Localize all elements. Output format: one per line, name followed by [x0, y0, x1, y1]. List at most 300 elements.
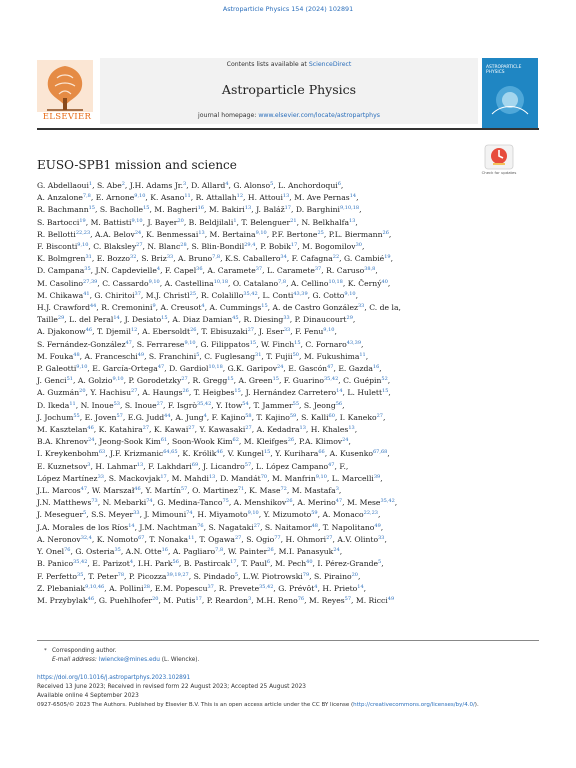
affiliation-link[interactable]: 5: [196, 351, 200, 358]
affiliation-link[interactable]: 59: [311, 510, 318, 517]
affiliation-link[interactable]: 60: [328, 412, 335, 419]
affiliation-link[interactable]: 14: [336, 388, 343, 395]
affiliation-link[interactable]: 62: [232, 437, 239, 444]
author-name: F. Capel: [164, 266, 197, 276]
author-line: B. Panico$^{35,42}$, E. Parizot$^4$, I.H. Park$^{56}$, B. Pastircak$^{17}$, T. Paul$^6$, M. Pech$^{40}$, I. Pérez-Grande$^5$,: [37, 559, 384, 569]
journal-cover[interactable]: [482, 58, 538, 128]
affiliation-link[interactable]: 35,42: [73, 559, 88, 566]
author-name: D. Campana: [37, 266, 85, 276]
sciencedirect-link[interactable]: ScienceDirect: [308, 61, 352, 68]
author-name: H.J. Crawford: [37, 303, 90, 313]
affiliation-link[interactable]: 5: [378, 559, 382, 566]
affiliation-link[interactable]: 26: [182, 388, 189, 395]
author-name: Y. Martín: [145, 486, 181, 496]
affiliation-link[interactable]: 34: [280, 254, 287, 261]
affiliation-link[interactable]: 48: [73, 351, 80, 358]
affiliation-link[interactable]: 7,8: [212, 254, 221, 261]
affiliation-link[interactable]: 27: [253, 522, 261, 529]
affiliation-link[interactable]: 19: [384, 254, 391, 261]
affiliation-link[interactable]: 46: [134, 486, 141, 493]
affiliation-link[interactable]: 3: [335, 486, 339, 493]
affiliation-link[interactable]: 9: [152, 303, 156, 310]
affiliation-link[interactable]: 37: [314, 266, 322, 273]
affiliation-link[interactable]: 19: [79, 217, 86, 224]
affiliation-link[interactable]: 11: [69, 400, 76, 407]
affiliation-link[interactable]: 5: [83, 510, 87, 517]
affiliation-link[interactable]: 9,10: [184, 339, 196, 346]
affiliation-link[interactable]: 55: [73, 412, 80, 419]
affiliation-link[interactable]: 44: [164, 412, 171, 419]
affiliation-link[interactable]: 15: [234, 388, 241, 395]
affiliation-link[interactable]: 54: [242, 400, 249, 407]
author-name: A. Creusot: [160, 303, 202, 313]
affiliation-link[interactable]: 51: [66, 376, 73, 383]
author-name: R. Bellotti: [37, 229, 76, 239]
affiliation-link[interactable]: 11: [188, 534, 195, 541]
author-name: A. Merino: [297, 498, 336, 508]
author-line: H.J. Crawford$^{44}$, R. Cremonini$^9$, A. Creusot$^4$, A. Cummings$^{15}$, A. de Castro González$^{33}$, C. de la,: [37, 303, 401, 313]
author-name: A. Bruno: [178, 254, 213, 264]
affiliation-link[interactable]: 46: [87, 425, 94, 432]
affiliation-link[interactable]: 57: [344, 595, 352, 602]
affiliation-link[interactable]: 17: [290, 242, 298, 249]
affiliation-link[interactable]: 16: [197, 205, 204, 212]
affiliation-link[interactable]: 40: [306, 559, 313, 566]
affiliation-link[interactable]: 10,18: [328, 278, 343, 285]
author-name: R. Cremonini: [101, 303, 153, 313]
author-name: A. Golzio: [77, 376, 113, 386]
affiliation-link[interactable]: 27: [188, 425, 195, 432]
affiliation-link[interactable]: 57: [244, 461, 252, 468]
doi-line: [37, 675, 190, 681]
affiliation-link[interactable]: 57: [180, 486, 188, 493]
affiliation-link[interactable]: 79: [302, 571, 310, 578]
affiliation-link[interactable]: 27,39: [83, 278, 98, 285]
author-name: L. del Peral: [69, 315, 114, 325]
affiliation-link[interactable]: 39,19,27: [166, 571, 189, 578]
affiliation-link[interactable]: 17: [284, 205, 291, 212]
author-name: M. Ave Pernas: [294, 193, 350, 203]
affiliation-link[interactable]: 76: [197, 522, 204, 529]
affiliation-link[interactable]: 78: [117, 571, 125, 578]
affiliation-link[interactable]: 20: [152, 595, 159, 602]
affiliation-link[interactable]: 9,10: [315, 473, 327, 480]
author-name: López Martínez: [37, 473, 98, 483]
affiliation-link[interactable]: 46: [85, 327, 93, 334]
paper-title: EUSO-SPB1 mission and science: [37, 158, 237, 172]
affiliation-link[interactable]: 33: [166, 254, 174, 261]
author-name: Y. Hachisu: [90, 388, 132, 398]
journal-reference[interactable]: Astroparticle Physics 154 (2024) 102891: [222, 5, 354, 13]
affiliation-link[interactable]: 13: [348, 425, 355, 432]
affiliation-link[interactable]: 76: [64, 547, 71, 554]
affiliation-link[interactable]: 71: [237, 486, 245, 493]
affiliation-link[interactable]: 10,18: [213, 278, 229, 285]
author-name: A. Kedadra: [256, 425, 300, 435]
affiliation-link[interactable]: 35,42: [380, 498, 395, 505]
affiliation-link[interactable]: 33: [358, 303, 365, 310]
affiliation-link[interactable]: 13: [244, 205, 252, 212]
affiliation-link[interactable]: 11: [359, 351, 366, 358]
affiliation-link[interactable]: 13: [299, 425, 306, 432]
affiliation-link[interactable]: 49: [374, 522, 381, 529]
affiliation-link[interactable]: 45: [232, 315, 239, 322]
affiliation-link[interactable]: 27: [136, 242, 143, 249]
author-name: I. Kreykenbohm: [37, 449, 99, 459]
author-name: A. Cellino: [290, 278, 329, 288]
affiliation-link[interactable]: 56: [172, 559, 179, 566]
affiliation-link[interactable]: 38,8: [364, 266, 376, 273]
author-line: López Martínez$^{33}$, S. Mackovjak$^{17}$, M. Mahdi$^{13}$, D. Mandát$^{70}$, M. Manfrin$^{9,10}$, L. Marcelli$^{39}$,: [37, 473, 383, 483]
affiliation-link[interactable]: 15: [88, 205, 95, 212]
affiliation-link[interactable]: 7,8: [278, 278, 287, 285]
affiliation-link[interactable]: 14: [128, 522, 135, 529]
affiliation-link[interactable]: 50: [292, 351, 299, 358]
email-link[interactable]: lwiencke@mines.edu: [98, 657, 160, 663]
affiliation-link[interactable]: 76: [297, 595, 305, 602]
author-name: G. Abdellaoui: [37, 181, 89, 190]
affiliation-link[interactable]: 49: [137, 351, 145, 358]
affiliation-link[interactable]: 25: [317, 229, 324, 236]
affiliation-link[interactable]: 15: [382, 388, 389, 395]
affiliation-link[interactable]: 4: [201, 303, 205, 310]
affiliation-link[interactable]: 32,4: [80, 534, 92, 541]
affiliation-link[interactable]: 49: [387, 595, 395, 602]
author-name: K. Katahira: [98, 425, 143, 435]
author-name: J.N. Matthews: [37, 498, 92, 508]
affiliation-link[interactable]: 47: [125, 339, 132, 346]
affiliation-link[interactable]: 16: [372, 364, 380, 371]
affiliation-link[interactable]: 15: [272, 376, 279, 383]
affiliation-link[interactable]: 63: [98, 449, 106, 456]
affiliation-link[interactable]: 25: [189, 290, 197, 297]
affiliation-link[interactable]: 20: [351, 571, 358, 578]
license-link[interactable]: http://creativecommons.org/licenses/by/4.0/: [353, 702, 475, 708]
affiliation-link[interactable]: 5: [234, 571, 239, 578]
author-line: A. Djakonow$^{46}$, T. Djemil$^{12}$, A. Ebersoldt$^{26}$, T. Ebisuzaki$^{27}$, J. Eser$^{33}$, F. Fenu$^{9,10}$,: [37, 327, 337, 337]
affiliation-link[interactable]: 36: [196, 266, 203, 273]
affiliation-link[interactable]: 30: [355, 242, 362, 249]
author-name: M. Manfrin: [271, 473, 316, 483]
author-name: G. Alonso: [233, 181, 271, 190]
author-name: Y. Onel: [37, 547, 65, 557]
affiliation-link[interactable]: 27: [142, 425, 150, 432]
author-name: C. Fuglesang: [204, 351, 256, 361]
affiliation-link[interactable]: 44: [89, 303, 97, 310]
affiliation-link[interactable]: 29,4: [244, 242, 256, 249]
affiliation-link[interactable]: 27: [131, 388, 138, 395]
affiliation-link[interactable]: 27: [376, 412, 383, 419]
affiliation-link[interactable]: 4: [156, 266, 161, 273]
affiliation-link[interactable]: 15: [249, 339, 257, 346]
affiliation-link[interactable]: 14: [349, 193, 357, 200]
author-line: D. Ikeda$^{11}$, N. Inoue$^{53}$, S. Inoue$^{27}$, F. Isgrò$^{35,42}$, Y. Itow$^{54}$, T. Jammer$^{55}$, S. Jeong$^{56}$,: [37, 400, 345, 410]
affiliation-link[interactable]: 37: [134, 290, 141, 297]
affiliation-link[interactable]: 59: [289, 412, 297, 419]
affiliation-link[interactable]: 47: [327, 364, 334, 371]
affiliation-link[interactable]: 9,10: [255, 229, 267, 236]
affiliation-link[interactable]: 13: [136, 461, 144, 468]
author-name: K. Królik: [182, 449, 217, 459]
affiliation-link[interactable]: 3: [183, 181, 187, 187]
affiliation-link[interactable]: 9,10: [112, 376, 124, 383]
contents-prefix: Contents lists available at: [226, 61, 309, 68]
author-name: T. Kajino: [256, 412, 290, 422]
affiliation-link[interactable]: 47: [335, 498, 343, 505]
author-name: A. Ebersoldt: [142, 327, 191, 337]
affiliation-link[interactable]: 27: [181, 376, 188, 383]
affiliation-link[interactable]: 15: [227, 376, 234, 383]
affiliation-link[interactable]: 55: [292, 400, 300, 407]
affiliation-link[interactable]: 1: [88, 181, 93, 187]
author-name: M. Ricci: [355, 595, 388, 605]
affiliation-link[interactable]: 26: [190, 327, 197, 334]
affiliation-link[interactable]: 1: [233, 217, 237, 224]
affiliation-link[interactable]: 66: [318, 449, 325, 456]
affiliation-link[interactable]: 4: [225, 181, 229, 187]
affiliation-link[interactable]: 35: [84, 266, 91, 273]
affiliation-link[interactable]: 75: [222, 498, 229, 505]
affiliation-link[interactable]: 22,23: [363, 510, 378, 517]
author-name: R. Bachmann: [37, 205, 89, 215]
affiliation-link[interactable]: 5: [270, 181, 274, 187]
email-label: E-mail address:: [52, 657, 99, 663]
author-name: L. López Campano: [256, 461, 329, 471]
corresponding-marker: *: [44, 648, 47, 654]
affiliation-link[interactable]: 35,42: [323, 376, 339, 383]
author-name: A. Cummings: [209, 303, 262, 313]
affiliation-link[interactable]: 9,10,46: [85, 583, 105, 590]
author-name: A. Kusenko: [329, 449, 373, 459]
affiliation-link[interactable]: 9,10: [77, 242, 89, 249]
affiliation-link[interactable]: 7,8: [215, 547, 224, 554]
affiliation-link[interactable]: 69: [191, 461, 199, 468]
affiliation-link[interactable]: 72: [280, 486, 287, 493]
affiliation-link[interactable]: 37: [207, 583, 214, 590]
affiliation-link[interactable]: 33: [133, 510, 140, 517]
affiliation-link[interactable]: 64,65: [163, 449, 178, 456]
author-name: M. Fukushima: [303, 351, 360, 361]
affiliation-link[interactable]: 9,10: [76, 364, 88, 371]
affiliation-link[interactable]: 32: [130, 254, 137, 261]
affiliation-link[interactable]: 27: [234, 534, 242, 541]
author-name: L.W. Piotrowski: [242, 571, 303, 581]
affiliation-link[interactable]: 9,10,18: [340, 205, 360, 212]
author-name: P. Bobik: [260, 242, 291, 252]
affiliation-link[interactable]: 6: [266, 559, 271, 566]
affiliation-link[interactable]: 4: [314, 583, 318, 590]
affiliation-link[interactable]: 53: [113, 400, 120, 407]
affiliation-link[interactable]: 26: [382, 229, 389, 236]
affiliation-link[interactable]: 77: [274, 534, 281, 541]
affiliation-link[interactable]: 22: [332, 254, 340, 261]
author-name: C. de la: [369, 303, 399, 313]
affiliation-link[interactable]: 15: [161, 315, 168, 322]
affiliation-link[interactable]: 27: [245, 425, 252, 432]
author-name: P. Dinaucourt: [294, 315, 347, 325]
affiliation-link[interactable]: 9,10: [247, 510, 259, 517]
header-rule: [37, 128, 539, 130]
affiliation-link[interactable]: 9,10: [134, 193, 146, 200]
affiliation-link[interactable]: 67: [138, 534, 145, 541]
affiliation-link[interactable]: 12: [236, 193, 244, 200]
author-line: A. Neronov$^{32,4}$, K. Nomoto$^{67}$, T. Nonaka$^{11}$, T. Ogawa$^{27}$, S. Ogio$^{77}$, H. Ohmori$^{27}$, A.V. Olinto$^{33}$,: [37, 534, 387, 544]
affiliation-link[interactable]: 12: [130, 327, 138, 334]
doi-link[interactable]: https://doi.org/10.1016/j.astropartphys.2023.102891: [37, 675, 191, 681]
affiliation-link[interactable]: 47: [80, 486, 88, 493]
affiliation-link[interactable]: 7,8: [82, 193, 91, 200]
affiliation-link[interactable]: 33: [283, 315, 290, 322]
affiliation-link[interactable]: 26: [286, 498, 293, 505]
affiliation-link[interactable]: 70: [260, 473, 268, 480]
author-name: A.V. Olinto: [337, 534, 379, 544]
affiliation-link[interactable]: 35,42: [259, 583, 274, 590]
affiliation-link[interactable]: 15: [261, 303, 268, 310]
affiliation-link[interactable]: 20: [79, 388, 86, 395]
affiliation-link[interactable]: 74: [186, 510, 193, 517]
affiliation-link[interactable]: 4: [129, 559, 134, 566]
affiliation-link[interactable]: 14: [113, 315, 120, 322]
affiliation-link[interactable]: 52: [381, 376, 388, 383]
affiliation-link[interactable]: 73: [91, 498, 98, 505]
affiliation-link[interactable]: 3: [248, 595, 252, 602]
affiliation-link[interactable]: 16: [161, 547, 168, 554]
affiliation-link[interactable]: 43,39: [293, 290, 308, 297]
affiliation-link[interactable]: 24: [342, 437, 349, 444]
affiliation-link[interactable]: 24: [88, 437, 95, 444]
affiliation-link[interactable]: 15: [263, 449, 271, 456]
affiliation-link[interactable]: 20: [177, 217, 184, 224]
affiliation-link[interactable]: 17: [230, 559, 237, 566]
affiliation-link[interactable]: 33: [378, 534, 385, 541]
author-line: J.L. Marcos$^{47}$, W. Marszał$^{46}$, Y. Martín$^{57}$, O. Martinez$^{71}$, K. Mase$^{72}$, M. Mastafa$^3$,: [37, 486, 342, 496]
affiliation-link[interactable]: 58: [245, 412, 252, 419]
affiliation-link[interactable]: 28: [143, 583, 150, 590]
author-name: T. Peter: [88, 571, 118, 581]
author-name: F. Cafagna: [291, 254, 333, 264]
affiliation-link[interactable]: 56: [335, 400, 343, 407]
affiliation-link[interactable]: 35: [77, 571, 84, 578]
author-name: M. Bakiri: [208, 205, 245, 215]
author-name: J.M. Nachtman: [139, 522, 198, 532]
email-name: (L. Wiencke).: [159, 657, 200, 663]
affiliation-link[interactable]: 14: [357, 583, 364, 590]
affiliation-link[interactable]: 67,68: [373, 449, 388, 456]
author-name: C. Guépin: [343, 376, 382, 386]
affiliation-link[interactable]: 31: [255, 351, 262, 358]
affiliation-link[interactable]: 22,23: [75, 229, 91, 236]
affiliation-link[interactable]: 17: [160, 473, 167, 480]
author-line: R. Bellotti$^{22,23}$, A.A. Belov$^{24}$, K. Benmessai$^{13}$, M. Bertaina$^{9,10}$, P.F. Bertone$^{25}$, P.L. Biermann$^{26}$,: [37, 229, 392, 239]
affiliation-link[interactable]: 4: [203, 412, 207, 419]
affiliation-link[interactable]: 9,10: [131, 217, 143, 224]
author-name: E. Arnone: [95, 193, 135, 203]
affiliation-link[interactable]: 26: [287, 437, 295, 444]
affiliation-link[interactable]: 24: [333, 547, 340, 554]
affiliation-link[interactable]: 13: [208, 473, 216, 480]
affiliation-link[interactable]: 27: [156, 400, 164, 407]
affiliation-link[interactable]: 57: [116, 412, 123, 419]
author-name: J. Genci: [37, 376, 67, 386]
affiliation-link[interactable]: 74: [146, 498, 153, 505]
homepage-link[interactable]: www.elsevier.com/locate/astropartphys: [258, 112, 380, 119]
affiliation-link[interactable]: 39: [373, 473, 381, 480]
author-name: S. Mackovjak: [108, 473, 161, 483]
affiliation-link[interactable]: 47: [157, 364, 165, 371]
author-line: J.N. Matthews$^{73}$, N. Mebarki$^{74}$, G. Medina-Tanco$^{75}$, A. Menshikov$^{26}$, A. Merino$^{47}$, M. Mese$^{35,42}$,: [37, 498, 398, 508]
author-name: P.L. Biermann: [328, 229, 383, 239]
affiliation-link[interactable]: 43,39: [346, 339, 362, 346]
affiliation-link[interactable]: 15: [294, 339, 301, 346]
affiliation-link[interactable]: 13: [198, 229, 205, 236]
affiliation-link[interactable]: 29: [346, 315, 353, 322]
affiliation-link[interactable]: 28: [180, 242, 187, 249]
author-name: J.N. Capdevielle: [95, 266, 157, 276]
affiliation-link[interactable]: 33: [283, 327, 291, 334]
affiliation-link[interactable]: 40: [381, 278, 388, 285]
affiliation-link[interactable]: 21: [290, 217, 297, 224]
affiliation-link[interactable]: 37: [255, 266, 263, 273]
author-name: G. Chiritoi: [94, 290, 135, 300]
author-name: A. Caramete: [207, 266, 256, 276]
affiliation-link[interactable]: 27: [247, 327, 254, 334]
affiliation-link[interactable]: 17: [195, 595, 202, 602]
affiliation-link[interactable]: 47: [328, 461, 335, 468]
affiliation-link[interactable]: 48: [311, 522, 318, 529]
affiliation-link[interactable]: 24: [134, 229, 142, 236]
affiliation-link[interactable]: 46: [87, 595, 95, 602]
affiliation-link[interactable]: 61: [160, 437, 168, 444]
author-name: A. Diaz Damian: [172, 315, 233, 325]
affiliation-link[interactable]: 41: [83, 290, 90, 297]
affiliation-link[interactable]: 29: [57, 315, 65, 322]
affiliation-link[interactable]: 33: [97, 473, 104, 480]
author-name: N. Belkhalfa: [301, 217, 350, 227]
affiliation-link[interactable]: 24: [277, 364, 284, 371]
affiliation-link[interactable]: 9,10: [344, 290, 356, 297]
author-name: L. Hulett: [347, 388, 383, 398]
author-name: O. Martinez: [192, 486, 238, 496]
affiliation-link[interactable]: 35,42: [243, 290, 258, 297]
affiliation-link[interactable]: 26: [267, 547, 274, 554]
affiliation-link[interactable]: 35,42: [196, 400, 212, 407]
author-name: C. Blaksley: [93, 242, 137, 252]
affiliation-link[interactable]: 10,18: [208, 364, 223, 371]
author-name: Soon-Wook Kim: [172, 437, 233, 447]
affiliation-link[interactable]: 13: [282, 193, 290, 200]
affiliation-link[interactable]: 35: [114, 547, 121, 554]
author-line: M. Fouka$^{48}$, A. Franceschi$^{49}$, S. Franchini$^5$, C. Fuglesang$^{31}$, T. Fujii$^{50}$, M. Fukushima$^{11}$,: [37, 351, 369, 361]
author-name: E. Gazda: [338, 364, 373, 374]
author-name: A. Neronov: [37, 534, 81, 544]
author-name: J.L. Marcos: [37, 486, 81, 496]
author-name: W. Finch: [260, 339, 295, 349]
affiliation-link[interactable]: 3: [87, 461, 91, 468]
author-line: I. Kreykenbohm$^{63}$, J.F. Krizmanic$^{64,65}$, K. Królik$^{46}$, V. Kungel$^{15}$, Y. Kurihara$^{66}$, A. Kusenko$^{67,68}$,: [37, 449, 390, 459]
cover-title: ASTROPARTICLE PHYSICS: [486, 65, 522, 76]
affiliation-link[interactable]: 46: [216, 449, 223, 456]
affiliation-link[interactable]: 31: [85, 254, 92, 261]
affiliation-link[interactable]: 9,10: [323, 327, 335, 334]
affiliation-link[interactable]: 15: [143, 205, 150, 212]
affiliation-link[interactable]: 27: [326, 534, 333, 541]
affiliation-link[interactable]: 13: [349, 217, 356, 224]
affiliation-link[interactable]: 2: [121, 181, 125, 187]
affiliation-link[interactable]: 11: [184, 193, 191, 200]
affiliation-link[interactable]: 9,10: [148, 278, 160, 285]
author-line: B.A. Khrenov$^{24}$, Jeong-Sook Kim$^{61}$, Soon-Wook Kim$^{62}$, M. Kleifges$^{26}$, P.A. Klimov$^{24}$,: [37, 437, 351, 447]
affiliation-link[interactable]: 6: [337, 181, 341, 187]
